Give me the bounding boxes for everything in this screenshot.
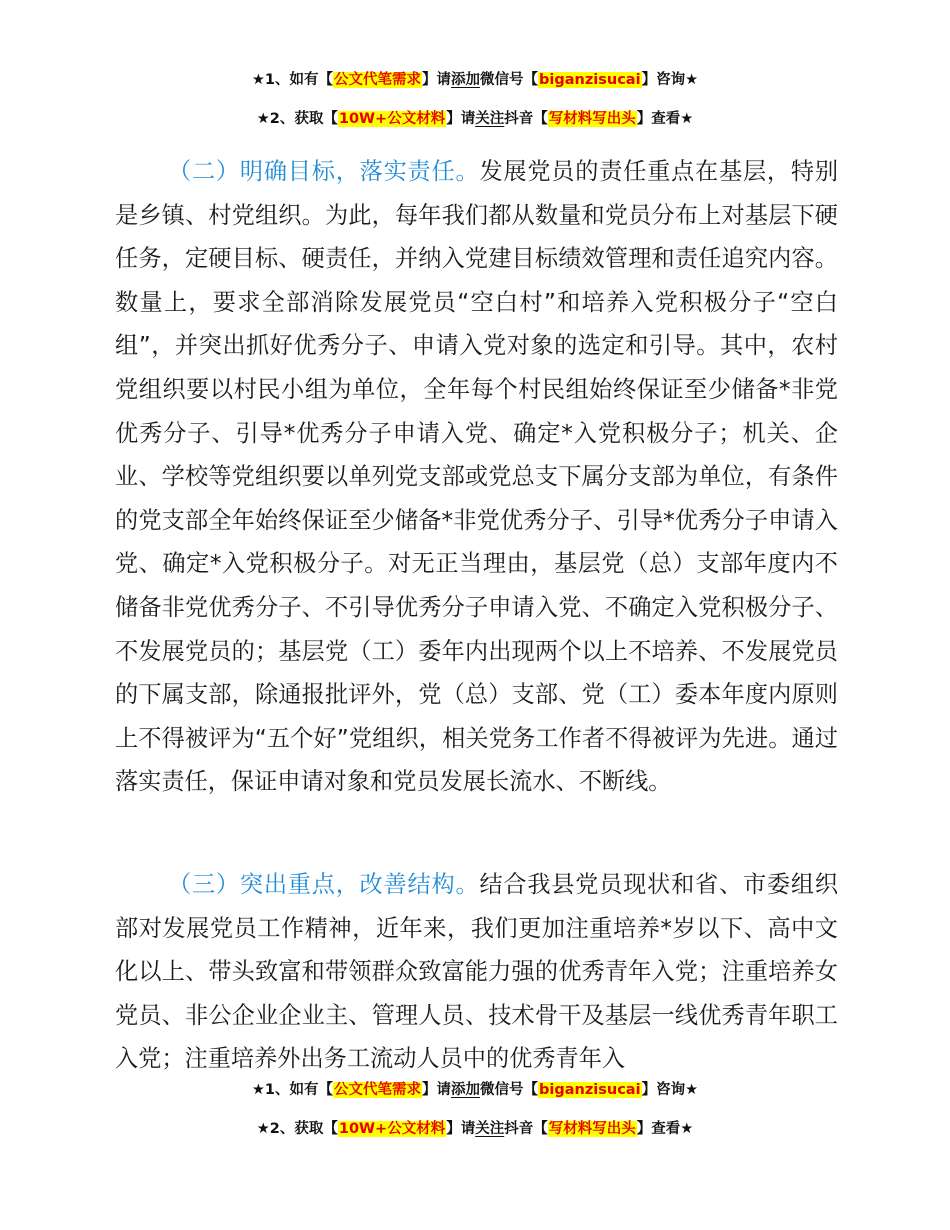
banner-highlight: 10W+公文材料	[338, 111, 446, 127]
promo-banner-bottom-line2	[0, 1117, 950, 1138]
banner-highlight: biganzisucai	[539, 72, 641, 88]
paragraph-text: 发展党员的责任重点在基层，特别是乡镇、村党组织。为此，每年我们都从数量和党员分布上对基层下硬任务，定硬目标、硬责任，并纳入党建目标绩效管理和责任追究内容。数量上，要求全部消除发展党员“空白村”和培养入党积极分子“空白组”，并突出抓好优秀分子、申请入党对象的选定和引导。其中，农村党组织要以村民小组为单位，全年每个村民组始终保证至少储备*非党优秀分子、引导*优秀分子申请入党、确定*入党积极分子；机关、企业、学校等党组织要以单列党支部或党总支下属分支部为单位，有条件的党支部全年始终保证至少储备*非党优秀分子、引导*优秀分子申请入党、确定*入党积极分子。对无正当理由，基层党（总）支部年度内不储备非党优秀分子、不引导优秀分子申请入党、不确定入党积极分子、不发展党员的；基层党（工）委年内出现两个以上不培养、不发展党员的下属支部，除通报批评外，党（总）支部、党（工）委本年度内原则上不得被评为“五个好”党组织，相关党务工作者不得被评为先进。通过落实责任，保证申请对象和党员发展长流水、不断线。	[115, 158, 838, 796]
banner-highlight: 公文代笔需求	[334, 72, 422, 88]
banner-highlight: biganzisucai	[539, 1082, 641, 1098]
banner-text: 】咨询★	[641, 1082, 699, 1098]
banner-text: 】请	[446, 1121, 476, 1137]
banner-underline: 添加	[451, 1082, 481, 1098]
banner-text: 】查看★	[636, 1121, 694, 1137]
promo-banner-bottom-line1	[0, 1078, 950, 1099]
banner-text: 】请	[422, 72, 452, 88]
body-paragraph-2	[115, 150, 838, 846]
banner-text: ★1、如有【	[251, 72, 334, 88]
banner-underline: 添加	[451, 72, 481, 88]
banner-text: 】咨询★	[641, 72, 699, 88]
banner-text: ★1、如有【	[251, 1082, 334, 1098]
promo-banner-top-line1	[0, 68, 950, 89]
section-heading: （三）突出重点，改善结构。	[168, 871, 480, 898]
banner-text: 】查看★	[636, 111, 694, 127]
banner-text: 】请	[446, 111, 476, 127]
promo-banner-top-line2	[0, 107, 950, 128]
banner-highlight: 10W+公文材料	[338, 1121, 446, 1137]
banner-text: ★2、获取【	[256, 1121, 338, 1137]
banner-highlight: 公文代笔需求	[334, 1082, 422, 1098]
banner-underline: 关注	[475, 111, 505, 127]
paragraph-text: 结合我县党员现状和省、市委组织部对发展党员工作精神，近年来，我们更加注重培养*岁以下、高中文化以上、带头致富和带领群众致富能力强的优秀青年入党；注重培养女党员、非公企业企业主、管理人员、技术骨干及基层一线优秀青年职工入党；注重培养外出务工流动人员中的优秀青年入	[115, 871, 838, 1073]
banner-highlight: 写材料写出头	[548, 111, 636, 127]
body-paragraph-3	[115, 863, 838, 1075]
banner-text: 抖音【	[504, 111, 548, 127]
banner-text: 抖音【	[504, 1121, 548, 1137]
banner-text: 微信号【	[480, 72, 539, 88]
banner-text: ★2、获取【	[256, 111, 338, 127]
banner-text: 微信号【	[480, 1082, 539, 1098]
banner-text: 】请	[422, 1082, 452, 1098]
section-heading: （二）明确目标，落实责任。	[168, 158, 480, 185]
banner-underline: 关注	[475, 1121, 505, 1137]
banner-highlight: 写材料写出头	[548, 1121, 636, 1137]
